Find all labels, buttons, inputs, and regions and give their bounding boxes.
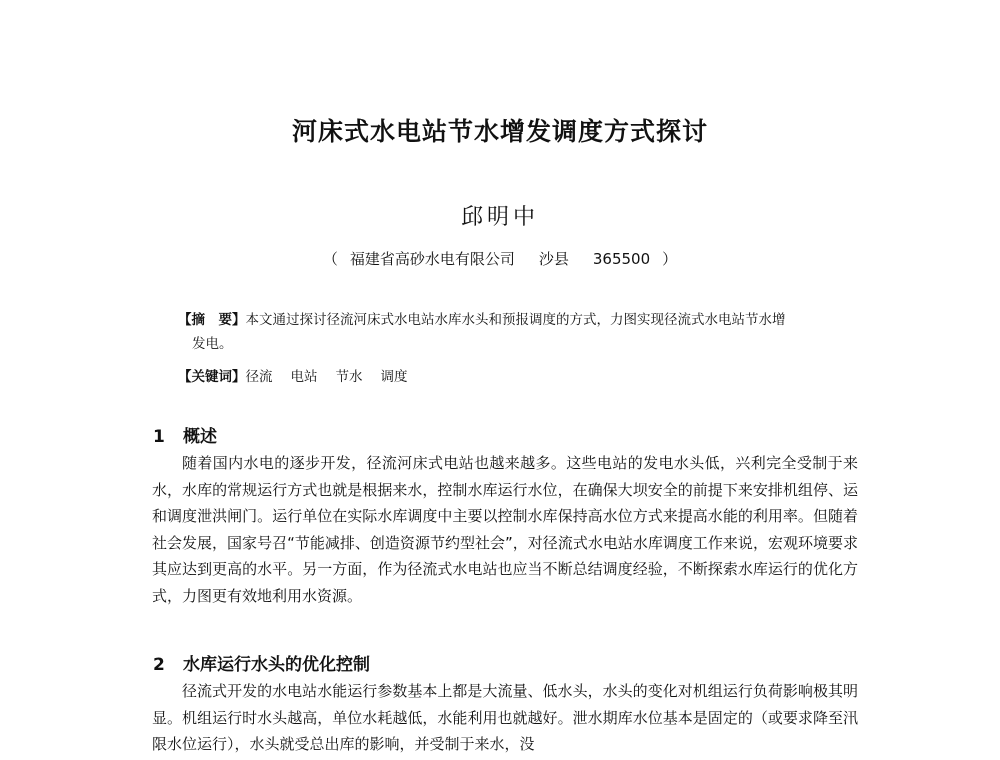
section-2-heading xyxy=(153,650,370,675)
keyword: 电站 xyxy=(290,369,318,385)
affiliation-postcode: 365500 xyxy=(592,250,651,268)
abstract-label: 【摘 要】 xyxy=(178,312,246,328)
author-affiliation xyxy=(0,248,1000,269)
section-1-heading xyxy=(153,422,217,447)
section-title: 概述 xyxy=(183,427,217,447)
abstract-text-line2: 发电。 xyxy=(192,336,233,352)
section-number: 2 xyxy=(153,655,165,675)
abstract xyxy=(178,308,868,356)
section-title: 水库运行水头的优化控制 xyxy=(183,655,370,675)
section-1-body xyxy=(152,450,858,609)
affiliation-org: 福建省高砂水电有限公司 xyxy=(349,250,515,268)
affiliation-open-paren: （ xyxy=(322,250,338,268)
keyword: 节水 xyxy=(335,369,363,385)
keyword: 径流 xyxy=(245,369,273,385)
abstract-text-line1: 本文通过探讨径流河床式水电站水库水头和预报调度的方式，力图实现径流式水电站节水增 xyxy=(245,312,786,328)
section-paragraph: 径流式开发的水电站水能运行参数基本上都是大流量、低水头，水头的变化对机组运行负荷影响极其明显。机组运行时水头越高，单位水耗越低，水能利用也就越好。泄水期库水位基本是固定的（或要求降至汛限水位运行），水头就受总出库的影响，并受制于来水，没 xyxy=(152,682,858,753)
keywords xyxy=(178,365,868,385)
paper-title: 河床式水电站节水增发调度方式探讨 xyxy=(291,117,708,146)
affiliation-place: 沙县 xyxy=(538,250,569,268)
keyword: 调度 xyxy=(380,369,408,385)
affiliation-close-paren: ） xyxy=(662,250,678,268)
section-2-body xyxy=(152,678,858,758)
keywords-label: 【关键词】 xyxy=(178,369,246,385)
section-paragraph: 随着国内水电的逐步开发，径流河床式电站也越来越多。这些电站的发电水头低，兴利完全受制于来水，水库的常规运行方式也就是根据来水，控制水库运行水位，在确保大坝安全的前提下来安排机组停、运和调度泄洪闸门。运行单位在实际水库调度中主要以控制水库保持高水位方式来提高水能的利用率。但随着社会发展，国家号召“节能减排、创造资源节约型社会”，对径流式水电站水库调度工作来说，宏观环境要求其应达到更高的水平。另一方面，作为径流式水电站也应当不断总结调度经验，不断探索水库运行的优化方式，力图更有效地利用水资源。 xyxy=(152,454,858,605)
section-number: 1 xyxy=(153,427,165,447)
author-name: 邱明中 xyxy=(460,205,539,230)
